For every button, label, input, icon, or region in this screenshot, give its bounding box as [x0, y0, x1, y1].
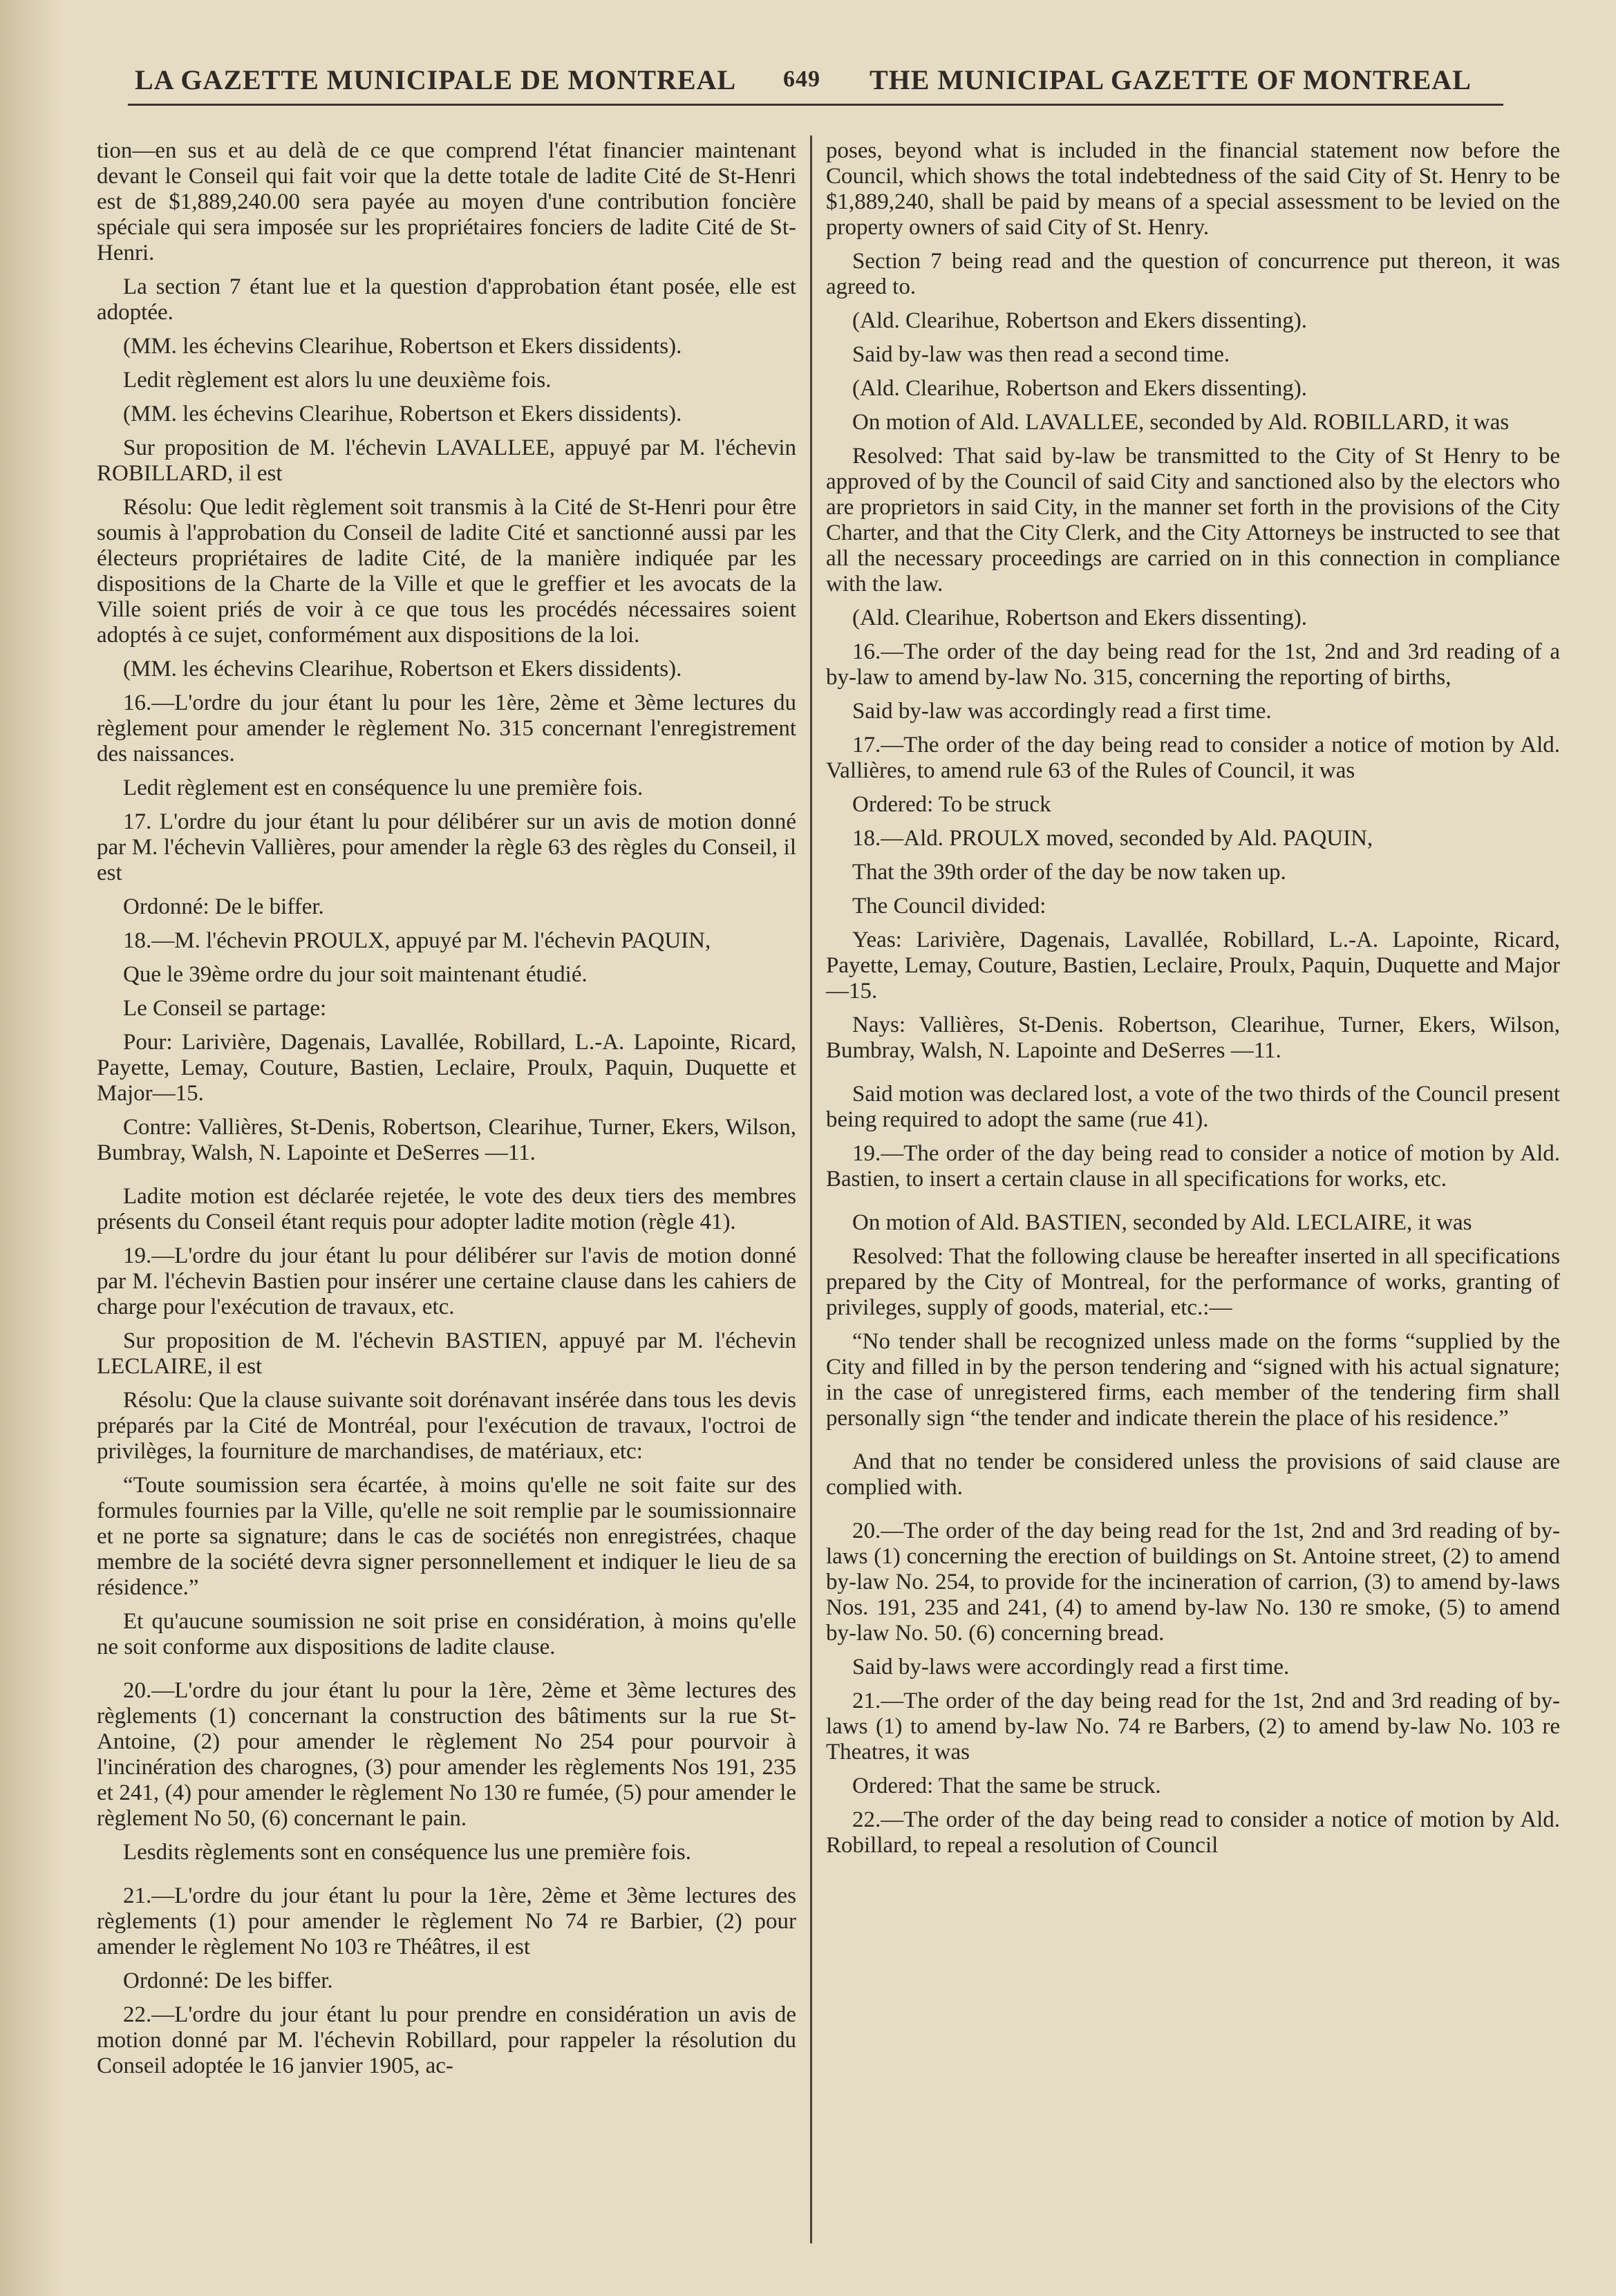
- paragraph: Yeas: Larivière, Dagenais, Lavallée, Robillard, L.-A. Lapointe, Ricard, Payette, Lemay, Couture, Bastien, Leclaire, Proulx, Paquin, Duquette and Major—15.: [826, 928, 1560, 1004]
- header-rule: [128, 104, 1503, 106]
- paragraph: (Ald. Clearihue, Robertson and Ekers dissenting).: [852, 376, 1308, 401]
- paragraph: The Council divided:: [852, 894, 1046, 919]
- paragraph: 18.—Ald. PROULX moved, seconded by Ald. PAQUIN,: [852, 826, 1373, 851]
- paragraph: 19.—The order of the day being read to consider a notice of motion by Ald. Bastien, to insert a certain clause in all specifications for works, etc.: [826, 1141, 1560, 1192]
- paragraph: Nays: Vallières, St-Denis. Robertson, Clearihue, Turner, Ekers, Wilson, Bumbray, Walsh, N. Lapointe and DeSerres —11.: [826, 1013, 1560, 1063]
- column-divider: [810, 135, 812, 2243]
- quoted-clause: “Toute soumission sera écartée, à moins qu'elle ne soit faite sur des formules fournies par la Ville, qu'elle ne soit remplie par le soumissionnaire et ne porte sa signature; dans le cas de sociétés non enregistrées, chaque membre de la société devra signer personnellement et indiquer le lieu de sa résidence.”: [97, 1473, 796, 1600]
- paragraph: 16.—L'ordre du jour étant lu pour les 1ère, 2ème et 3ème lectures du règlement pour amender le règlement No. 315 concernant l'enregistrement des naissances.: [97, 690, 796, 766]
- paragraph: Said motion was declared lost, a vote of the two thirds of the Council present being required to adopt the same (rue 41).: [826, 1082, 1560, 1132]
- paragraph: Said by-law was accordingly read a first time.: [852, 699, 1272, 724]
- paragraph: (MM. les échevins Clearihue, Robertson et Ekers dissidents).: [123, 334, 682, 359]
- paragraph: 20.—L'ordre du jour étant lu pour la 1ère, 2ème et 3ème lectures des règlements (1) concernant la construction des bâtiments sur la rue St-Antoine, (2) pour amender le règlement No 254 pour pourvoir à l'incinération des charognes, (3) pour amender les règlements Nos 191, 235 et 241, (4) pour amender le règlement No 130 re fumée, (5) pour amender le règlement No 50, (6) concernant le pain.: [97, 1678, 796, 1831]
- paragraph: 17.—The order of the day being read to consider a notice of motion by Ald. Vallières, to amend rule 63 of the Rules of Council, it was: [826, 733, 1560, 783]
- paragraph: Sur proposition de M. l'échevin BASTIEN, appuyé par M. l'échevin LECLAIRE, il est: [97, 1328, 796, 1379]
- page-number: 649: [783, 66, 820, 92]
- french-column: [97, 138, 796, 2087]
- french-masthead: LA GAZETTE MUNICIPALE DE MONTREAL: [135, 64, 737, 95]
- paragraph: 22.—L'ordre du jour étant lu pour prendre en considération un avis de motion donné par M. l'échevin Robillard, pour rappeler la résolution du Conseil adoptée le 16 janvier 1905, ac-: [97, 2002, 796, 2078]
- paragraph: Said by-laws were accordingly read a first time.: [852, 1655, 1290, 1679]
- paragraph: On motion of Ald. LAVALLEE, seconded by Ald. ROBILLARD, it was: [852, 410, 1510, 435]
- paragraph: That the 39th order of the day be now taken up.: [852, 860, 1286, 885]
- page-margin: [0, 0, 62, 2296]
- paragraph: 16.—The order of the day being read for the 1st, 2nd and 3rd reading of a by-law to amend by-law No. 315, concerning the reporting of births,: [826, 639, 1560, 690]
- english-masthead: THE MUNICIPAL GAZETTE OF MONTREAL: [870, 64, 1472, 95]
- paragraph: La section 7 étant lue et la question d'approbation étant posée, elle est adoptée.: [97, 274, 796, 325]
- paragraph: Le Conseil se partage:: [123, 996, 327, 1021]
- paragraph: Resolved: That the following clause be hereafter inserted in all specifications prepared by the City of Montreal, for the performance of works, granting of privileges, supply of goods, material, etc.:—: [826, 1244, 1560, 1320]
- paragraph: (MM. les échevins Clearihue, Robertson et Ekers dissidents).: [123, 402, 682, 426]
- paragraph: Ordonné: De les biffer.: [123, 1968, 333, 1993]
- paragraph: Ordered: That the same be struck.: [852, 1773, 1161, 1798]
- paragraph: Ladite motion est déclarée rejetée, le vote des deux tiers des membres présents du Conseil étant requis pour adopter ladite motion (règle 41).: [97, 1184, 796, 1234]
- paragraph: (Ald. Clearihue, Robertson and Ekers dissenting).: [852, 308, 1308, 333]
- paragraph: Ordered: To be struck: [852, 792, 1051, 817]
- paragraph: 22.—The order of the day being read to consider a notice of motion by Ald. Robillard, to repeal a resolution of Council: [826, 1807, 1560, 1858]
- paragraph: Que le 39ème ordre du jour soit maintenant étudié.: [123, 962, 588, 987]
- paragraph: Pour: Larivière, Dagenais, Lavallée, Robillard, L.-A. Lapointe, Ricard, Payette, Lemay, Couture, Bastien, Leclaire, Proulx, Paquin, Duquette et Major—15.: [97, 1030, 796, 1106]
- paragraph: tion—en sus et au delà de ce que comprend l'état financier maintenant devant le Conseil qui fait voir que la dette totale de ladite Cité de St-Henri est de $1,889,240.00 sera payée au moyen d'une contribution foncière spéciale qui sera imposée sur les propriétaires fonciers de ladite Cité de St-Henri.: [97, 138, 796, 265]
- paragraph: Ledit règlement est alors lu une deuxième fois.: [123, 368, 552, 393]
- paragraph: Section 7 being read and the question of concurrence put thereon, it was agreed to.: [826, 249, 1560, 299]
- paragraph: Contre: Vallières, St-Denis, Robertson, Clearihue, Turner, Ekers, Wilson, Bumbray, Walsh, N. Lapointe et DeSerres —11.: [97, 1115, 796, 1165]
- paragraph: 21.—L'ordre du jour étant lu pour la 1ère, 2ème et 3ème lectures des règlements (1) pour amender le règlement No 74 re Barbier, (2) pour amender le règlement No 103 re Théâtres, il est: [97, 1883, 796, 1959]
- paragraph: (Ald. Clearihue, Robertson and Ekers dissenting).: [852, 605, 1308, 630]
- paragraph: poses, beyond what is included in the financial statement now before the Council, which shows the total indebtedness of the said City of St. Henry to be $1,889,240, shall be paid by means of a special assessment to be levied on the property owners of said City of St. Henry.: [826, 138, 1560, 240]
- paragraph: Résolu: Que ledit règlement soit transmis à la Cité de St-Henri pour être soumis à l'approbation du Conseil de ladite Cité et sanctionné aussi par les électeurs propriétaires de ladite Cité, de la manière indiquée par les dispositions de la Charte de la Ville et que le greffier et les avocats de la Ville soient priés de voir à ce que tous les procédés nécessaires soient adoptés à ce sujet, conformément aux dispositions de la loi.: [97, 495, 796, 648]
- paragraph: Lesdits règlements sont en conséquence lus une première fois.: [123, 1840, 692, 1865]
- paragraph: (MM. les échevins Clearihue, Robertson et Ekers dissidents).: [123, 657, 682, 681]
- quoted-clause: “No tender shall be recognized unless made on the forms “supplied by the City and filled in by the person tendering and “signed with his actual signature; in the case of unregistered firms, each member of the tendering firm shall personally sign “the tender and indicate therein the place of his residence.”: [826, 1329, 1560, 1431]
- paragraph: 18.—M. l'échevin PROULX, appuyé par M. l'échevin PAQUIN,: [123, 928, 711, 953]
- paragraph: Sur proposition de M. l'échevin LAVALLEE, appuyé par M. l'échevin ROBILLARD, il est: [97, 435, 796, 486]
- paragraph: And that no tender be considered unless the provisions of said clause are complied with.: [826, 1449, 1560, 1500]
- paragraph: 19.—L'ordre du jour étant lu pour délibérer sur l'avis de motion donné par M. l'échevin Bastien pour insérer une certaine clause dans les cahiers de charge pour l'exécution de travaux, etc.: [97, 1243, 796, 1319]
- paragraph: Said by-law was then read a second time.: [852, 342, 1230, 367]
- paragraph: 20.—The order of the day being read for the 1st, 2nd and 3rd reading of by-laws (1) concerning the erection of buildings on St. Antoine street, (2) to amend by-law No. 254, to provide for the incineration of carrion, (3) to amend by-laws Nos. 191, 235 and 241, (4) to amend by-law No. 130 re smoke, (5) to amend by-law No. 50. (6) concerning bread.: [826, 1518, 1560, 1646]
- paragraph: Résolu: Que la clause suivante soit dorénavant insérée dans tous les devis préparés par la Cité de Montréal, pour l'exécution de travaux, l'octroi de privilèges, la fourniture de marchandises, de matériaux, etc:: [97, 1388, 796, 1464]
- paragraph: Ledit règlement est en conséquence lu une première fois.: [123, 775, 643, 800]
- paragraph: Ordonné: De le biffer.: [123, 894, 324, 919]
- paragraph: On motion of Ald. BASTIEN, seconded by Ald. LECLAIRE, it was: [852, 1210, 1472, 1235]
- paragraph: 17. L'ordre du jour étant lu pour délibérer sur un avis de motion donné par M. l'échevin Vallières, pour amender la règle 63 des règles du Conseil, il est: [97, 809, 796, 885]
- paragraph: Resolved: That said by-law be transmitted to the City of St Henry to be approved of by the Council of said City and sanctioned also by the electors who are proprietors in said City, in the manner set forth in the provisions of the City Charter, and that the City Clerk, and the City Attorneys be instructed to see that all the necessary proceedings are carried on in this connection in compliance with the law.: [826, 444, 1560, 596]
- paragraph: Et qu'aucune soumission ne soit prise en considération, à moins qu'elle ne soit conforme aux dispositions de ladite clause.: [97, 1609, 796, 1659]
- english-column: [826, 138, 1560, 1867]
- paragraph: 21.—The order of the day being read for the 1st, 2nd and 3rd reading of by-laws (1) to amend by-law No. 74 re Barbers, (2) to amend by-law No. 103 re Theatres, it was: [826, 1688, 1560, 1765]
